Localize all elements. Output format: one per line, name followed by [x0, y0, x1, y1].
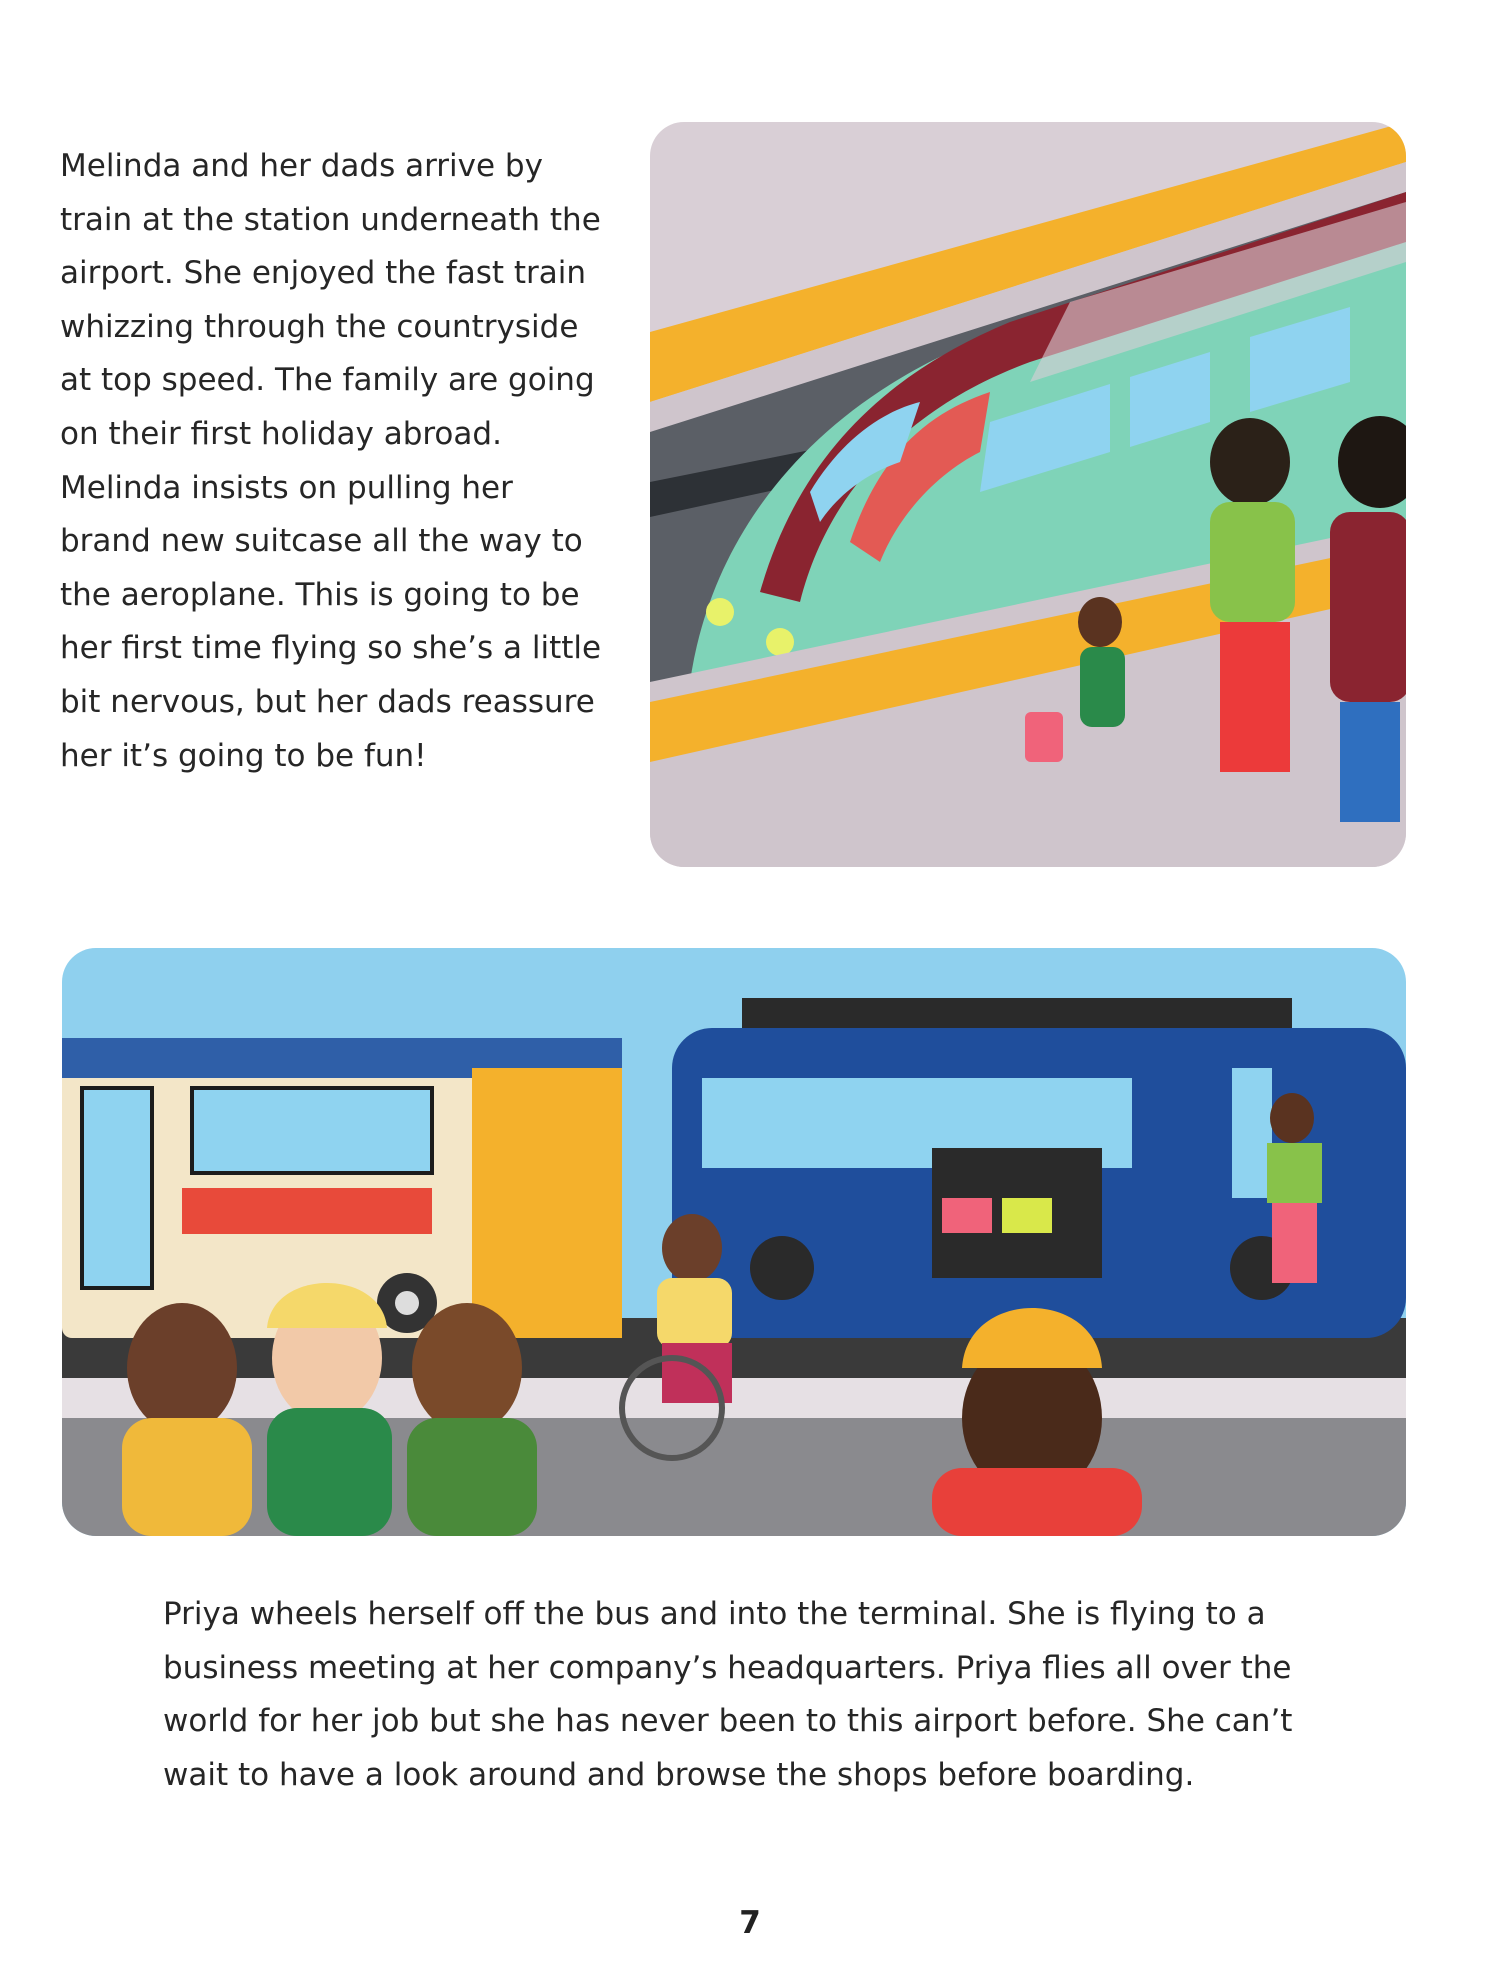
text-line: Melinda and her dads arrive by — [60, 148, 543, 184]
priya-paragraph — [163, 1588, 1363, 1802]
text-line: on their first holiday abroad. — [60, 415, 502, 452]
text-line: the aeroplane. This is going to be — [60, 576, 580, 613]
melinda-paragraph — [60, 140, 620, 783]
text-line: brand new suitcase all the way to — [60, 523, 583, 560]
text-line: whizzing through the countryside — [60, 308, 579, 345]
text-line: at top speed. The family are going — [60, 362, 595, 399]
page-number: 7 — [739, 1905, 761, 1941]
text-line: Melinda insists on pulling her — [60, 469, 513, 506]
text-line: train at the station underneath the — [60, 201, 601, 238]
text-line: Priya wheels herself off the bus and into the terminal. She is flying to a — [163, 1596, 1266, 1632]
text-line: her first time flying so she’s a little — [60, 630, 602, 667]
bus-scene — [62, 948, 1406, 1536]
train-scene — [650, 122, 1406, 867]
text-line: bit nervous, but her dads reassure — [60, 683, 595, 720]
bus-stop-illustration — [62, 948, 1406, 1536]
text-line: business meeting at her company’s headquarters. Priya flies all over the — [163, 1649, 1292, 1686]
text-line: her it’s going to be fun! — [60, 737, 427, 774]
text-line: world for her job but she has never been to this airport before. She can’t — [163, 1703, 1293, 1739]
text-line: airport. She enjoyed the fast train — [60, 255, 587, 292]
train-station-illustration — [650, 122, 1406, 867]
text-line: wait to have a look around and browse the shops before boarding. — [163, 1756, 1195, 1793]
